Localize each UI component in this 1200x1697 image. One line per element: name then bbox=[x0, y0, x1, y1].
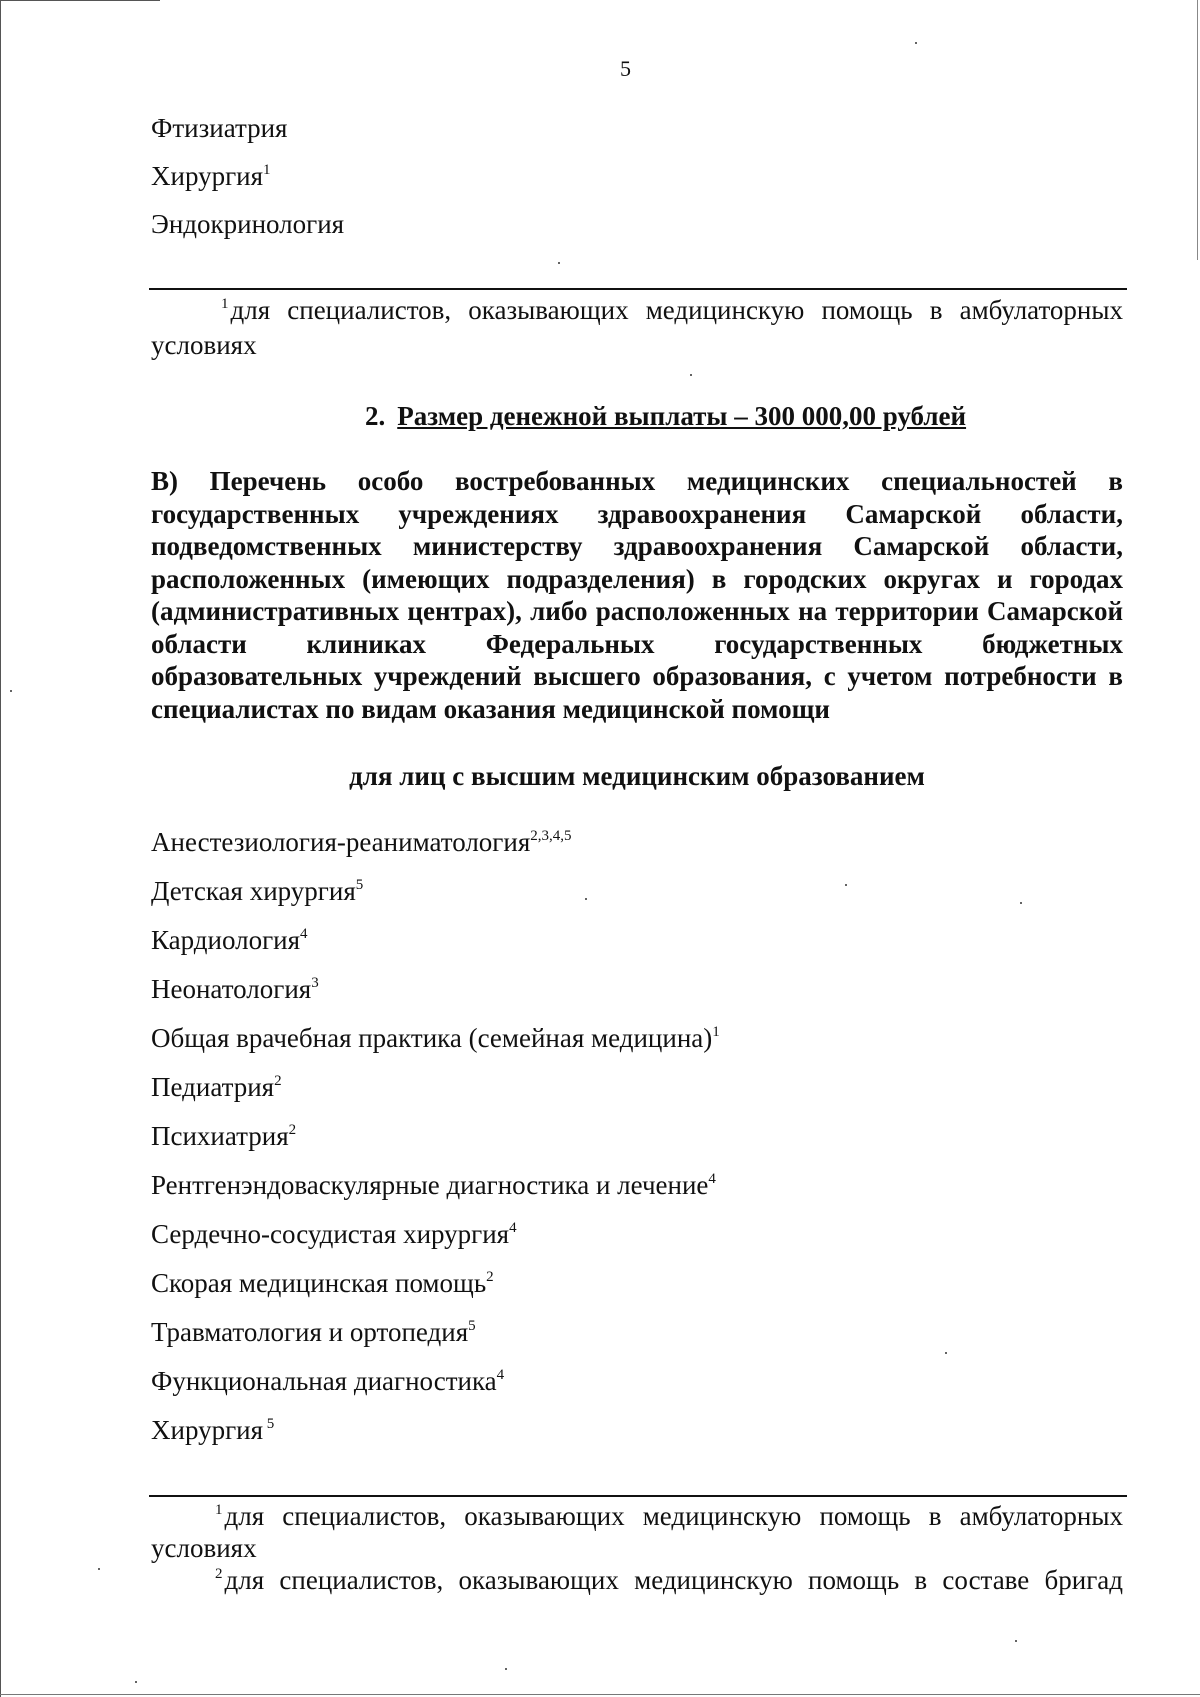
list-item bbox=[151, 1218, 517, 1250]
scan-speck bbox=[1020, 902, 1022, 904]
footnote-ref: 1 bbox=[263, 162, 271, 178]
list-item-label: Анестезиология-реаниматология bbox=[151, 827, 531, 857]
footnote-ref: 3 bbox=[311, 975, 319, 991]
page-edge-left bbox=[0, 0, 1, 1697]
list-item bbox=[151, 1316, 476, 1348]
footnote-separator bbox=[149, 288, 1127, 290]
list-item-label: Скорая медицинская помощь bbox=[151, 1268, 487, 1298]
page-edge-top bbox=[0, 0, 160, 1]
list-item bbox=[151, 826, 572, 858]
list-item bbox=[151, 1022, 720, 1054]
footnote-ref: 5 bbox=[468, 1318, 476, 1334]
footnote-text: для специалистов, оказывающих медицинскую помощь в составе бригад bbox=[224, 1565, 1123, 1595]
list-item bbox=[151, 160, 271, 192]
list-item-label: Педиатрия bbox=[151, 1072, 275, 1102]
footnote-ref: 4 bbox=[509, 1220, 517, 1236]
list-item-label: Кардиология bbox=[151, 925, 301, 955]
footnote-text: для специалистов, оказывающих медицинскую помощь в амбулаторных условиях bbox=[151, 1501, 1123, 1563]
scan-speck bbox=[845, 884, 847, 886]
list-item bbox=[151, 1267, 494, 1299]
footnote-mark: 1 bbox=[221, 296, 229, 312]
page-number: 5 bbox=[620, 56, 631, 81]
list-item-label: Хирургия bbox=[151, 161, 264, 191]
footnote-text: для специалистов, оказывающих медицинскую помощь в амбулаторных условиях bbox=[151, 295, 1123, 360]
footnote-ref: 4 bbox=[300, 926, 308, 942]
footnote-mark: 2 bbox=[215, 1566, 223, 1582]
list-item bbox=[151, 1071, 282, 1103]
scan-speck bbox=[585, 898, 587, 900]
scan-speck bbox=[558, 262, 560, 264]
list-item-label: Психиатрия bbox=[151, 1121, 289, 1151]
list-item bbox=[151, 1365, 504, 1397]
list-item-label: Хирургия bbox=[151, 1415, 264, 1445]
list-item bbox=[151, 924, 308, 956]
list-item-label: Рентгенэндоваскулярные диагностика и лечение bbox=[151, 1170, 709, 1200]
list-item bbox=[151, 875, 363, 907]
footnote-ref: 5 bbox=[263, 1416, 275, 1432]
footnote-ref: 5 bbox=[355, 877, 364, 893]
footnote-ref: 4 bbox=[496, 1367, 505, 1383]
page-edge-bottom bbox=[0, 1694, 1200, 1695]
footnote-mark: 1 bbox=[215, 1502, 223, 1518]
section-title: Размер денежной выплаты – 300 000,00 рублей bbox=[397, 401, 967, 431]
list-item-label: Общая врачебная практика (семейная медицина) bbox=[151, 1023, 713, 1053]
list-item bbox=[151, 112, 287, 144]
list-item-label: Травматология и ортопедия bbox=[151, 1317, 469, 1347]
section-number: 2. bbox=[365, 401, 386, 431]
footnote-ref: 2 bbox=[486, 1269, 494, 1285]
list-item-label: Детская хирургия bbox=[151, 876, 356, 906]
footnote-ref: 2,3,4,5 bbox=[530, 828, 572, 844]
footnote-ref: 4 bbox=[708, 1171, 716, 1187]
scan-speck bbox=[10, 690, 12, 692]
scan-speck bbox=[915, 42, 917, 44]
scan-speck bbox=[98, 1568, 100, 1570]
footnote-ref: 2 bbox=[288, 1122, 297, 1138]
section-paragraph: В) Перечень особо востребованных медицинских специальностей в государственных учреждениях здравоохранения Самарской области, подведомственных министерству здравоохранения Самарской области, расположенных (имеющих подразделения) в городских округах и городах (административных центрах), либо расположенных на территории Самарской области клиниках Федеральных государственных бюджетных образовательных учреждений высшего образования, с учетом потребности в специалистах по видам оказания медицинской помощи bbox=[151, 466, 1123, 724]
footnote bbox=[151, 293, 1123, 363]
page-edge-right bbox=[1197, 0, 1198, 260]
scan-speck bbox=[690, 374, 692, 376]
list-item bbox=[151, 1414, 274, 1446]
scan-speck bbox=[945, 1352, 947, 1354]
scan-speck bbox=[1015, 1640, 1017, 1642]
list-item-label: Неонатология bbox=[151, 974, 312, 1004]
scan-speck bbox=[135, 1681, 137, 1683]
list-item-label: Фтизиатрия bbox=[151, 113, 288, 143]
footnote-ref: 2 bbox=[274, 1073, 282, 1089]
list-item-label: Эндокринология bbox=[151, 209, 345, 239]
list-item-label: Сердечно-сосудистая хирургия bbox=[151, 1219, 510, 1249]
footnote-ref: 1 bbox=[712, 1024, 720, 1040]
footnote bbox=[151, 1500, 1123, 1564]
subheading: для лиц с высшим медицинским образованием bbox=[349, 761, 925, 791]
list-item bbox=[151, 1120, 296, 1152]
list-item bbox=[151, 208, 344, 240]
list-item bbox=[151, 973, 319, 1005]
scan-speck bbox=[505, 1668, 507, 1670]
list-item bbox=[151, 1169, 716, 1201]
footnote-separator bbox=[149, 1495, 1127, 1497]
section-heading bbox=[365, 401, 966, 432]
footnote bbox=[151, 1564, 1123, 1596]
list-item-label: Функциональная диагностика bbox=[151, 1366, 497, 1396]
